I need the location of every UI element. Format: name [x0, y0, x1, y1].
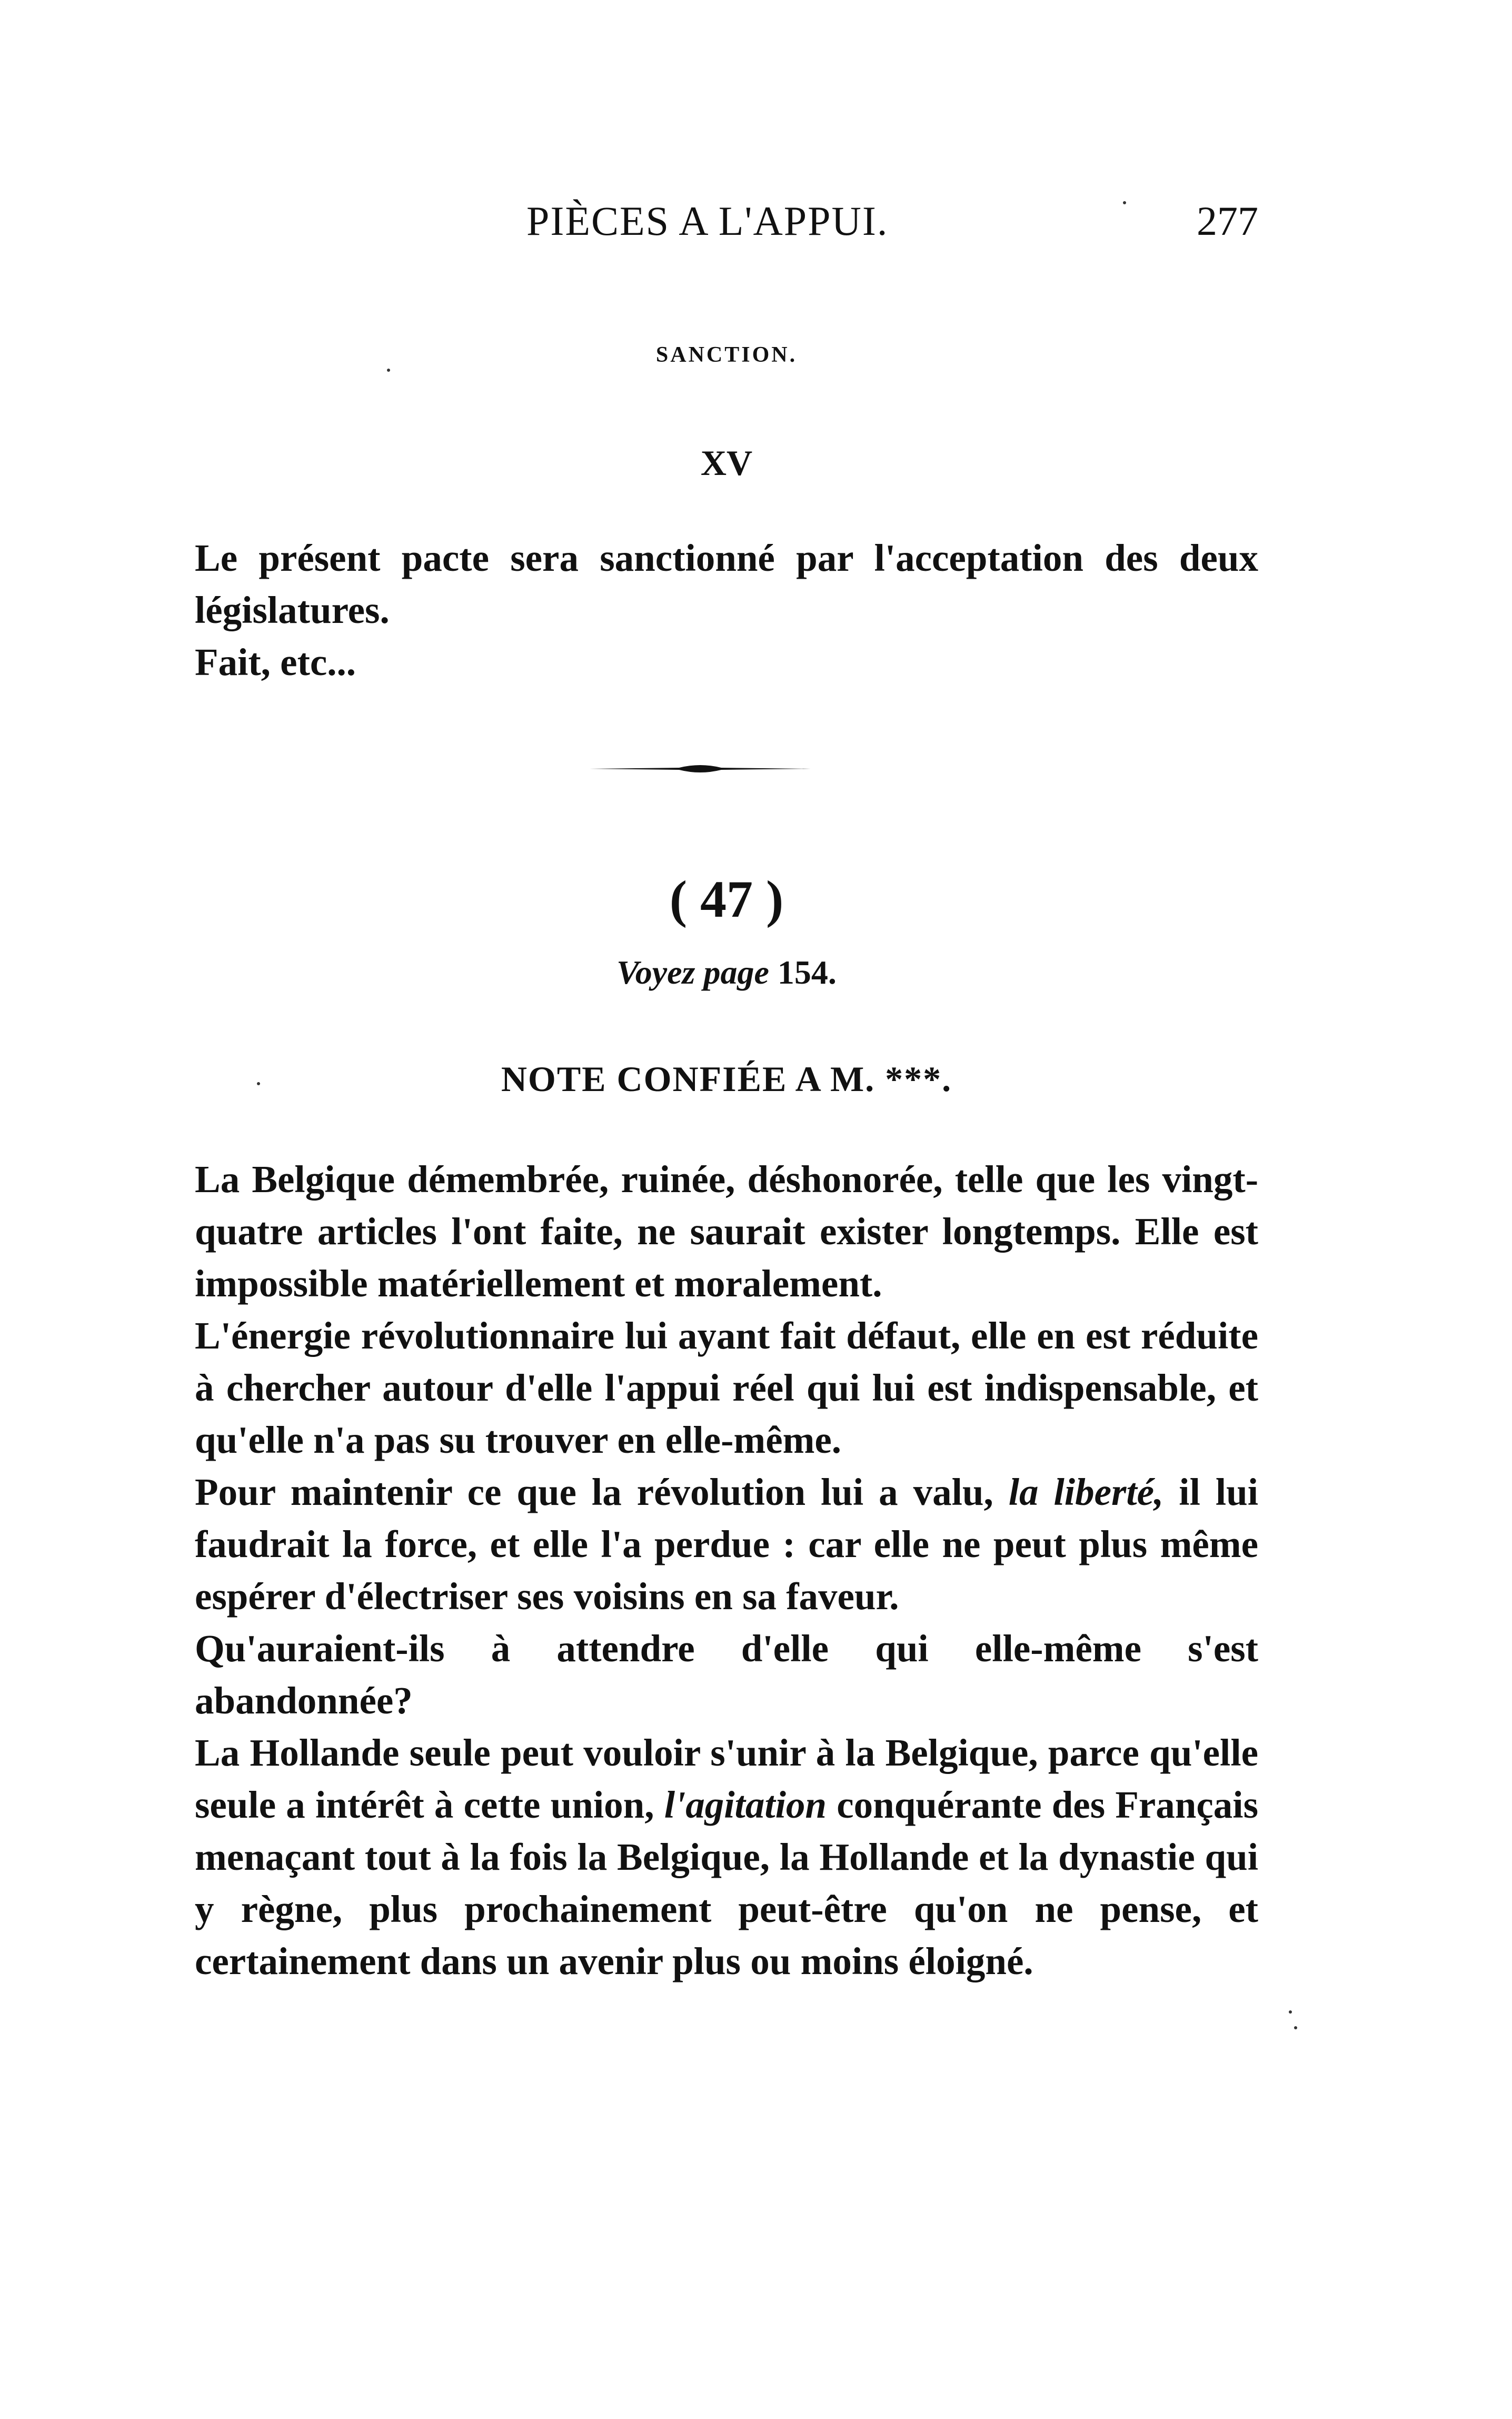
note-paragraph-3 — [195, 1466, 1258, 1622]
italic-la-liberte: la liberté, — [1008, 1471, 1164, 1513]
italic-agitation: l'agitation — [664, 1783, 827, 1826]
note-paragraph-5-start: La Hollande seule peut vouloir s'unir à la Belgique, parce qu'elle seule a intérêt à cette union, — [195, 1731, 1258, 1826]
note-text-block — [195, 1153, 1258, 1987]
running-title: PIÈCES A L'APPUI. — [526, 198, 889, 244]
print-speck — [1294, 2026, 1297, 2029]
sanction-closing: Fait, etc... — [195, 641, 356, 683]
print-speck — [1123, 201, 1126, 204]
sanction-text-block — [195, 532, 1258, 688]
print-speck — [387, 369, 390, 372]
running-header — [195, 190, 1258, 253]
sanction-paragraph: Le présent pacte sera sanctionné par l'acceptation des deux législatures. — [195, 537, 1258, 631]
note-paragraph-4: Qu'auraient-ils à attendre d'elle qui elle-même s'est abandonnée? — [195, 1627, 1258, 1722]
note-title: NOTE CONFIÉE A M. ***. — [501, 1059, 952, 1099]
see-page-number: 154. — [777, 954, 837, 991]
see-page-reference — [195, 953, 1258, 992]
note-paragraph-3-start: Pour maintenir ce que la révolution lui a valu, — [195, 1471, 1009, 1513]
ornamental-separator — [590, 758, 811, 779]
note-paragraph-3-end: il lui faudrait la force, et elle l'a perdue : car elle ne peut plus même espérer d'électriser ses voisins en sa faveur. — [195, 1471, 1258, 1618]
see-page-prefix: Voyez page — [616, 954, 769, 991]
print-speck — [257, 1082, 260, 1085]
note-paragraph-5 — [195, 1727, 1258, 1987]
page-number: 277 — [1197, 198, 1258, 244]
note-paragraph-5-end: conquérante des Français menaçant tout à la fois la Belgique, la Hollande et la dynastie qui y règne, plus prochainement peut-être qu'on ne pense, et certainement dans un avenir plus ou moins éloigné. — [195, 1783, 1258, 1982]
article-number: XV — [700, 443, 753, 483]
note-paragraph-2: L'énergie révolutionnaire lui ayant fait défaut, elle en est réduite à chercher autour d'elle l'appui réel qui lui est indispensable, et qu'elle n'a pas su trouver en elle-même. — [195, 1314, 1258, 1461]
note-number: ( 47 ) — [669, 870, 784, 928]
print-speck — [1289, 2010, 1292, 2014]
section-label: SANCTION. — [655, 343, 798, 367]
note-paragraph-1: La Belgique démembrée, ruinée, déshonorée, telle que les vingt-quatre articles l'ont faite, ne saurait exister longtemps. Elle est impossible matériellement et moralement. — [195, 1158, 1258, 1305]
